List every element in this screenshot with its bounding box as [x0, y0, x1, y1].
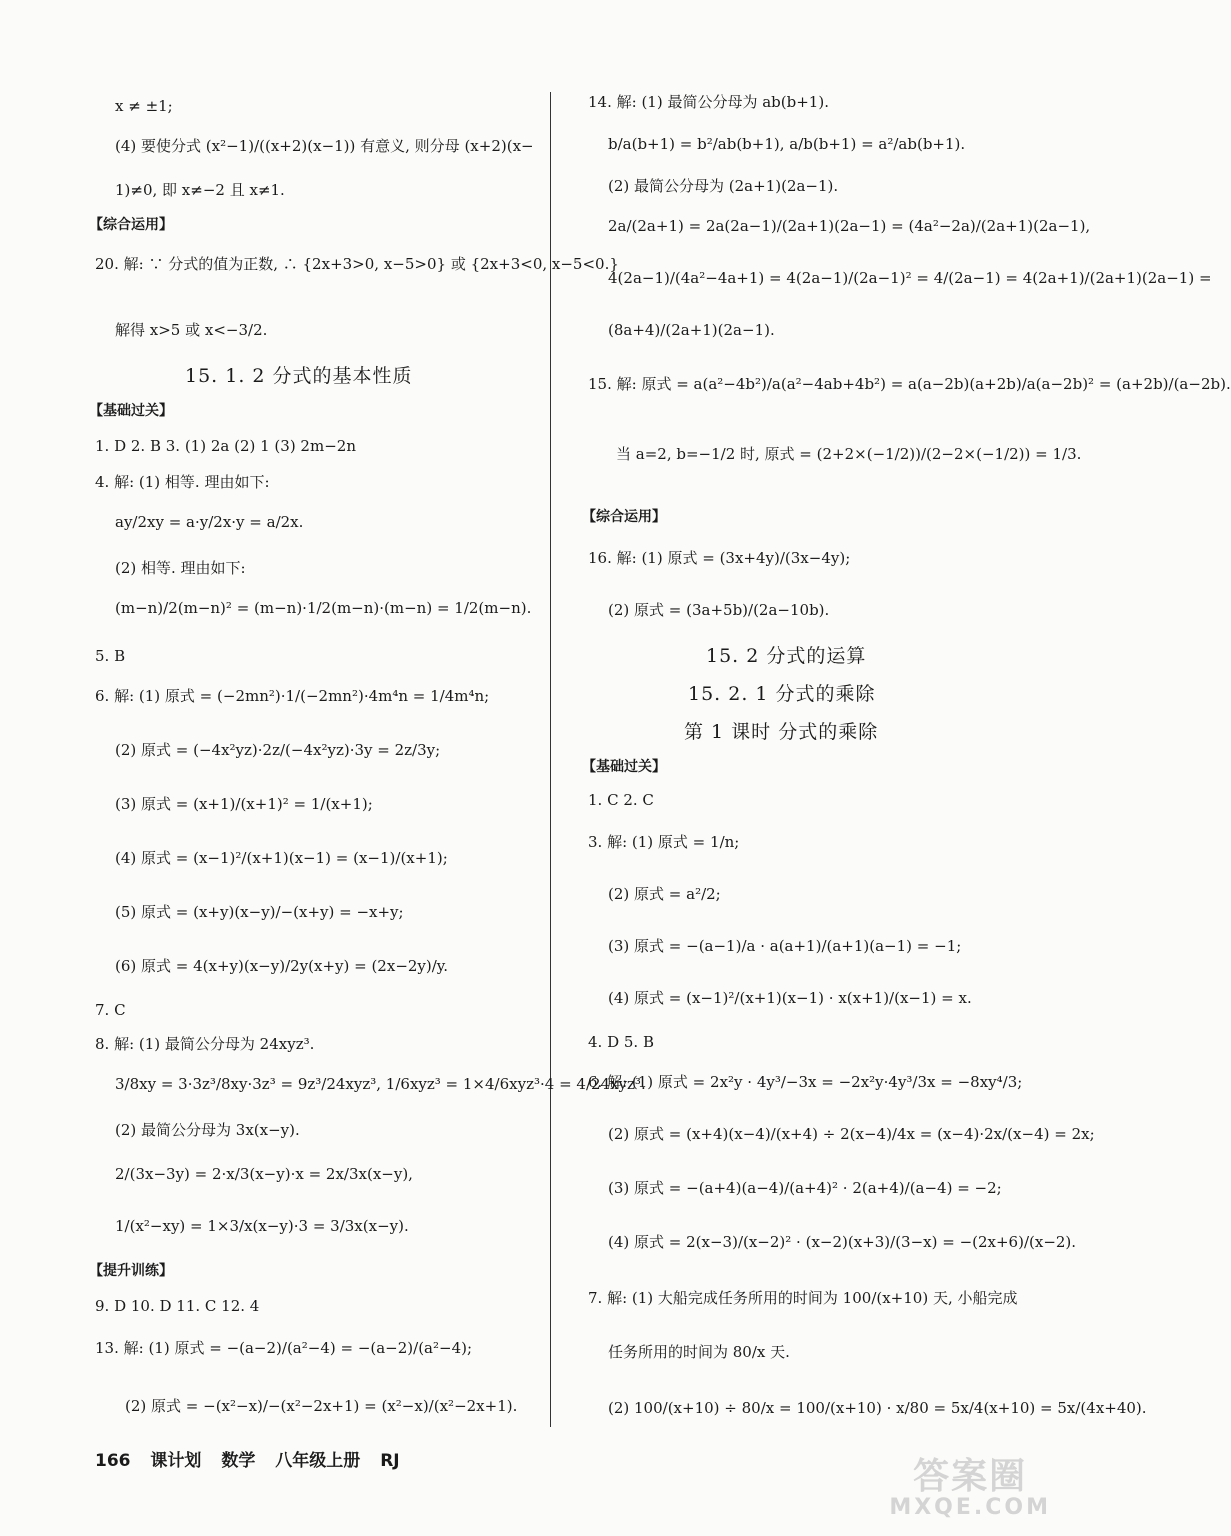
answer-line: (4) 原式 = 2(x−3)/(x−2)² · (x−2)(x+3)/(3−x) = −(2x+6)/(x−2).: [608, 1233, 1077, 1251]
answer-line: (2) 最简公分母为 3x(x−y).: [115, 1121, 300, 1139]
section-heading: 【基础过关】: [582, 759, 666, 775]
page-number: 166: [95, 1451, 131, 1471]
answer-line: 13. 解: (1) 原式 = −(a−2)/(a²−4) = −(a−2)/(a²−4);: [95, 1339, 473, 1357]
watermark-logo: [889, 1458, 1051, 1519]
answer-line: (2) 原式 = (x+4)(x−4)/(x+4) ÷ 2(x−4)/4x = (x−4)·2x/(x−4) = 2x;: [608, 1125, 1095, 1143]
answer-line: 6. 解: (1) 原式 = (−2mn²)·1/(−2mn²)·4m⁴n = 1/4m⁴n;: [95, 687, 490, 705]
watermark-url: MXQE.COM: [889, 1494, 1051, 1520]
answer-line: 4. 解: (1) 相等. 理由如下:: [95, 473, 270, 491]
answer-line: (4) 原式 = (x−1)²/(x+1)(x−1) · x(x+1)/(x−1) = x.: [608, 989, 972, 1007]
answer-line: (2) 原式 = −(x²−x)/−(x²−2x+1) = (x²−x)/(x²−2x+1).: [125, 1397, 518, 1415]
answer-line: 1. C 2. C: [588, 791, 654, 809]
answer-line: 当 a=2, b=−1/2 时, 原式 = (2+2×(−1/2))/(2−2×(−1/2)) = 1/3.: [616, 445, 1082, 463]
answer-line: 4. D 5. B: [588, 1033, 654, 1051]
footer-grade: 八年级上册: [275, 1451, 361, 1471]
answer-line: (5) 原式 = (x+y)(x−y)/−(x+y) = −x+y;: [115, 903, 404, 921]
answer-line: 3/8xy = 3·3z³/8xy·3z³ = 9z³/24xyz³, 1/6xyz³ = 1×4/6xyz³·4 = 4/24xyz³.: [115, 1075, 646, 1093]
answer-line: 16. 解: (1) 原式 = (3x+4y)/(3x−4y);: [588, 549, 851, 567]
answer-line: ay/2xy = a·y/2x·y = a/2x.: [115, 513, 304, 531]
column-divider: [550, 92, 551, 1427]
answer-line: (2) 原式 = a²/2;: [608, 885, 721, 903]
answer-line: b/a(b+1) = b²/ab(b+1), a/b(b+1) = a²/ab(b+1).: [608, 135, 966, 153]
answer-line: (m−n)/2(m−n)² = (m−n)·1/2(m−n)·(m−n) = 1/2(m−n).: [115, 599, 532, 617]
footer-book: 课计划: [150, 1451, 202, 1471]
answer-line: 7. C: [95, 1001, 126, 1019]
answer-line: (2) 原式 = (3a+5b)/(2a−10b).: [608, 601, 830, 619]
watermark-title: 答案圈: [913, 1456, 1028, 1497]
section-heading: 【综合运用】: [582, 509, 666, 525]
answer-line: x ≠ ±1;: [115, 97, 173, 115]
answer-line: 1/(x²−xy) = 1×3/x(x−y)·3 = 3/3x(x−y).: [115, 1217, 409, 1235]
answer-line: 8. 解: (1) 最简公分母为 24xyz³.: [95, 1035, 315, 1053]
answer-line: (8a+4)/(2a+1)(2a−1).: [608, 321, 775, 339]
answer-line: 解得 x>5 或 x<−3/2.: [115, 321, 268, 339]
footer-edition: RJ: [380, 1451, 400, 1471]
answer-line: 4(2a−1)/(4a²−4a+1) = 4(2a−1)/(2a−1)² = 4/(2a−1) = 4(2a+1)/(2a+1)(2a−1) =: [608, 269, 1212, 287]
section-heading: 【提升训练】: [89, 1263, 173, 1279]
answer-line: (6) 原式 = 4(x+y)(x−y)/2y(x+y) = (2x−2y)/y.: [115, 957, 449, 975]
answer-line: 7. 解: (1) 大船完成任务所用的时间为 100/(x+10) 天, 小船完成: [588, 1289, 1018, 1307]
answer-line: (2) 相等. 理由如下:: [115, 559, 246, 577]
answer-line: (4) 要使分式 (x²−1)/((x+2)(x−1)) 有意义, 则分母 (x+2)(x−: [115, 137, 534, 155]
answer-line: 2/(3x−3y) = 2·x/3(x−y)·x = 2x/3x(x−y),: [115, 1165, 413, 1183]
lesson-title: 15. 2. 1 分式的乘除: [688, 683, 876, 705]
answer-line: (2) 100/(x+10) ÷ 80/x = 100/(x+10) · x/80 = 5x/4(x+10) = 5x/(4x+40).: [608, 1399, 1147, 1417]
answer-line: (3) 原式 = −(a−1)/a · a(a+1)/(a+1)(a−1) = −1;: [608, 937, 962, 955]
answer-line: 6. 解: (1) 原式 = 2x²y · 4y³/−3x = −2x²y·4y³/3x = −8xy⁴/3;: [588, 1073, 1023, 1091]
lesson-title: 15. 1. 2 分式的基本性质: [185, 365, 413, 387]
answer-line: 15. 解: 原式 = a(a²−4b²)/a(a²−4ab+4b²) = a(a−2b)(a+2b)/a(a−2b)² = (a+2b)/(a−2b).: [588, 375, 1231, 393]
answer-line: (2) 原式 = (−4x²yz)·2z/(−4x²yz)·3y = 2z/3y;: [115, 741, 441, 759]
answer-line: 2a/(2a+1) = 2a(2a−1)/(2a+1)(2a−1) = (4a²−2a)/(2a+1)(2a−1),: [608, 217, 1091, 235]
page-footer: [95, 1446, 414, 1471]
lesson-title: 第 1 课时 分式的乘除: [684, 721, 879, 743]
lesson-title: 15. 2 分式的运算: [706, 645, 867, 667]
answer-line: 9. D 10. D 11. C 12. 4: [95, 1297, 260, 1315]
section-heading: 【综合运用】: [89, 217, 173, 233]
section-heading: 【基础过关】: [89, 403, 173, 419]
answer-line: 5. B: [95, 647, 126, 665]
answer-line: 1. D 2. B 3. (1) 2a (2) 1 (3) 2m−2n: [95, 437, 356, 455]
answer-line: (3) 原式 = (x+1)/(x+1)² = 1/(x+1);: [115, 795, 373, 813]
answer-line: 3. 解: (1) 原式 = 1/n;: [588, 833, 740, 851]
answer-line: 1)≠0, 即 x≠−2 且 x≠1.: [115, 181, 285, 199]
answer-line: (2) 最简公分母为 (2a+1)(2a−1).: [608, 177, 839, 195]
footer-subject: 数学: [221, 1451, 256, 1471]
answer-line: 14. 解: (1) 最简公分母为 ab(b+1).: [588, 93, 829, 111]
answer-line: 20. 解: ∵ 分式的值为正数, ∴ {2x+3>0, x−5>0} 或 {2x+3<0, x−5<0.}: [95, 255, 619, 273]
answer-line: 任务所用的时间为 80/x 天.: [608, 1343, 790, 1361]
answer-line: (4) 原式 = (x−1)²/(x+1)(x−1) = (x−1)/(x+1);: [115, 849, 448, 867]
answer-line: (3) 原式 = −(a+4)(a−4)/(a+4)² · 2(a+4)/(a−4) = −2;: [608, 1179, 1002, 1197]
